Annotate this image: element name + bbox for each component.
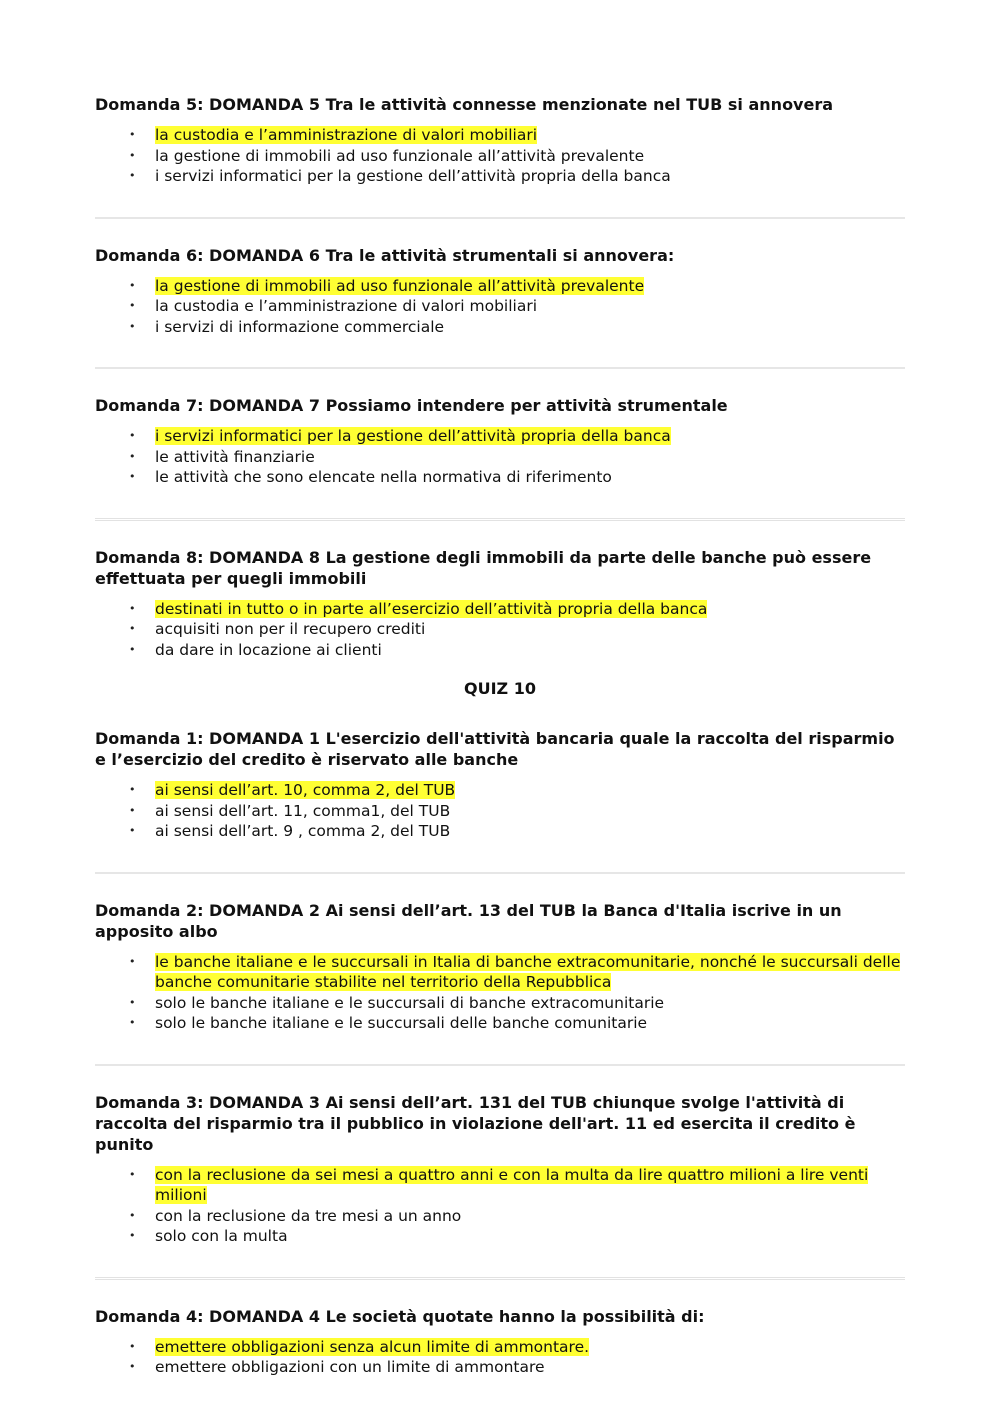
answer-list [95, 276, 905, 338]
divider [95, 518, 905, 521]
answer-text: con la reclusione da tre mesi a un anno [155, 1206, 462, 1225]
answer-text: la custodia e l’amministrazione di valori mobiliari [155, 297, 538, 315]
correct-answer: destinati in tutto o in parte all’esercizio dell’attività propria della banca [155, 599, 708, 618]
answer-text: ai sensi dell’art. 9 , comma 2, del TUB [155, 822, 451, 840]
answer-item [95, 467, 905, 488]
answer-item [95, 146, 905, 167]
answer-text: ai sensi dell’art. 11, comma1, del TUB [155, 801, 451, 820]
answer-text: emettere obbligazioni con un limite di ammontare [155, 1358, 545, 1376]
answer-item [95, 640, 905, 661]
answer-text: i servizi di informazione commerciale [155, 317, 445, 336]
answer-text: le attività che sono elencate nella normativa di riferimento [155, 468, 612, 486]
question-block [95, 1092, 905, 1247]
answer-item [95, 166, 905, 187]
answer-text: solo le banche italiane e le succursali di banche extracomunitarie [155, 993, 665, 1012]
answer-item [95, 599, 905, 620]
answer-item [95, 447, 905, 468]
answer-item [95, 276, 905, 297]
answer-list [95, 426, 905, 488]
question-block [95, 728, 905, 842]
question-block [95, 1306, 905, 1378]
answer-item [95, 426, 905, 447]
answer-item [95, 801, 905, 822]
answer-list [95, 780, 905, 842]
answer-item [95, 125, 905, 146]
answer-item [95, 952, 905, 993]
divider [95, 367, 905, 369]
correct-answer: la gestione di immobili ad uso funzionale all’attività prevalente [155, 276, 645, 295]
question-block [95, 547, 905, 661]
question-text: Domanda 7: DOMANDA 7 Possiamo intendere per attività strumentale [95, 396, 728, 415]
question-text: Domanda 8: DOMANDA 8 La gestione degli immobili da parte delle banche può essere effettuata per quegli immobili [95, 547, 872, 588]
quiz-title: QUIZ 10 [464, 679, 536, 698]
correct-answer: i servizi informatici per la gestione dell’attività propria della banca [155, 427, 671, 445]
answer-list [95, 1337, 905, 1378]
answer-text: la gestione di immobili ad uso funzionale all’attività prevalente [155, 146, 645, 165]
divider [95, 217, 905, 219]
answer-list [95, 125, 905, 187]
question-text: Domanda 5: DOMANDA 5 Tra le attività connesse menzionate nel TUB si annovera [95, 95, 834, 114]
answer-item [95, 1206, 905, 1227]
question-text: Domanda 4: DOMANDA 4 Le società quotate hanno la possibilità di: [95, 1306, 705, 1326]
answer-text: solo con la multa [155, 1227, 288, 1245]
divider [95, 1064, 905, 1066]
answer-item [95, 296, 905, 317]
answer-item [95, 1357, 905, 1378]
correct-answer: ai sensi dell’art. 10, comma 2, del TUB [155, 781, 456, 799]
answer-item [95, 821, 905, 842]
answer-text: solo le banche italiane e le succursali delle banche comunitarie [155, 1014, 648, 1032]
answer-text: da dare in locazione ai clienti [155, 640, 382, 659]
question-block [95, 395, 905, 488]
answer-list [95, 952, 905, 1034]
question-block [95, 245, 905, 338]
answer-item [95, 1165, 905, 1206]
answer-text: le attività finanziarie [155, 447, 315, 466]
answer-item [95, 317, 905, 338]
question-text: Domanda 1: DOMANDA 1 L'esercizio dell'attività bancaria quale la raccolta del risparmio e l’esercizio del credito è riservato alle banche [95, 729, 895, 769]
divider [95, 1277, 905, 1280]
answer-item [95, 993, 905, 1014]
question-block [95, 94, 905, 187]
answer-text: i servizi informatici per la gestione dell’attività propria della banca [155, 167, 671, 185]
document-content [95, 94, 905, 1378]
answer-item [95, 1013, 905, 1034]
correct-answer: emettere obbligazioni senza alcun limite di ammontare. [155, 1337, 590, 1356]
answer-list [95, 1165, 905, 1247]
correct-answer: con la reclusione da sei mesi a quattro anni e con la multa da lire quattro milioni a lire venti milioni [155, 1165, 869, 1204]
question-text: Domanda 6: DOMANDA 6 Tra le attività strumentali si annovera: [95, 245, 675, 265]
question-text: Domanda 3: DOMANDA 3 Ai sensi dell’art. 131 del TUB chiunque svolge l'attività di raccolta del risparmio tra il pubblico in violazione dell'art. 11 ed esercita il credito è punito [95, 1092, 856, 1154]
answer-item [95, 1226, 905, 1247]
answer-list [95, 599, 905, 661]
answer-item [95, 780, 905, 801]
answer-item [95, 1337, 905, 1358]
question-block [95, 900, 905, 1034]
correct-answer: le banche italiane e le succursali in Italia di banche extracomunitarie, nonché le succursali delle banche comunitarie stabilite nel territorio della Repubblica [155, 952, 901, 991]
divider [95, 872, 905, 874]
answer-item [95, 619, 905, 640]
answer-text: acquisiti non per il recupero crediti [155, 620, 426, 638]
correct-answer: la custodia e l’amministrazione di valori mobiliari [155, 126, 538, 144]
question-text: Domanda 2: DOMANDA 2 Ai sensi dell’art. 13 del TUB la Banca d'Italia iscrive in un apposito albo [95, 900, 842, 941]
